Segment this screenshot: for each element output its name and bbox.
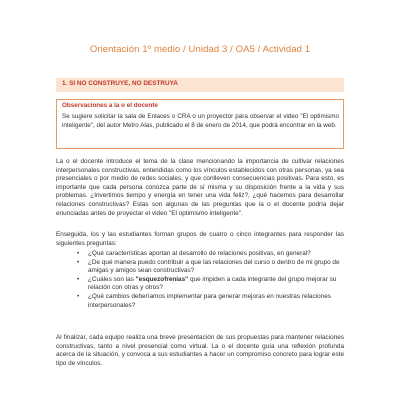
list-item — [56, 259, 344, 276]
question-text-start: ¿Cuáles son las — [88, 275, 136, 283]
section-title: 1. SI NO CONSTRUYE, NO DESTRUYA — [62, 80, 178, 87]
question-text: ¿De qué manera puedo contribuir a que las relaciones del curso o dentro de mi grupo de amigas y amigos sean constructivas? — [88, 258, 340, 275]
section-heading-band — [56, 78, 344, 92]
teacher-observations-box — [56, 99, 344, 149]
bullet-icon: • — [77, 258, 80, 266]
observations-header — [57, 100, 343, 110]
list-item — [56, 250, 344, 259]
observations-title: Observaciones a la o el docente — [62, 101, 158, 109]
bullet-icon: • — [77, 292, 80, 300]
question-bold-term: "esquezofrenias" — [135, 275, 189, 283]
intro-paragraph: La o el docente introduce el tema de la clase mencionando la importancia de cultivar relaciones interpersonales constructivas, entendidas como los vínculos establecidos con otras personas, ya sea presenciales o por medio de redes sociales, y que conlleven consecuencias positivas. Para esto, es importante que cada persona conozca parte de sí misma y su disposición frente a la vida y sus problemas. ¿Invertimos tiempo y energía en tener una vida feliz?, ¿qué hacemos para desarrollar relaciones constructivas? Estas son algunas de las preguntas que la o el docente podría dejar enunciadas antes de proyectar el video "El optimismo inteligente". — [56, 158, 344, 217]
question-text: ¿Qué características aportan al desarrollo de relaciones positivas, en general? — [88, 250, 311, 257]
questions-list — [56, 250, 344, 310]
bullet-icon: • — [77, 275, 80, 283]
document-header-title: Orientación 1º medio / Unidad 3 / OA5 / Actividad 1 — [89, 44, 311, 55]
question-text-end: que impiden a cada integrante del grupo mejorar su relación con otras y otros? — [88, 275, 337, 292]
bullet-icon: • — [77, 250, 80, 257]
list-item — [56, 293, 344, 310]
closing-paragraph: Al finalizar, cada equipo realiza una breve presentación de sus propuestas para mantener relaciones constructivas, tanto a nivel presencial como virtual. La o el docente guía una reflexión profunda acerca de la situación, y convoca a sus estudiantes a hacer un compromiso concreto para lograr este tipo de vínculos. — [56, 334, 344, 367]
observations-text: Se sugiere solicitar la sala de Enlaces o CRA o un proyector para observar el video "El optimismo inteligente", del autor Metro Alas, publicado el 8 de enero de 2014, que podrá encontrar en la web. — [62, 113, 339, 129]
question-text: ¿Qué cambios deberíamos implementar para generar mejoras en nuestras relaciones interpersonales? — [88, 292, 331, 309]
list-item — [56, 276, 344, 293]
groups-paragraph: Enseguida, los y las estudiantes forman grupos de cuatro o cinco integrantes para responder las siguientes preguntas: — [56, 231, 344, 247]
